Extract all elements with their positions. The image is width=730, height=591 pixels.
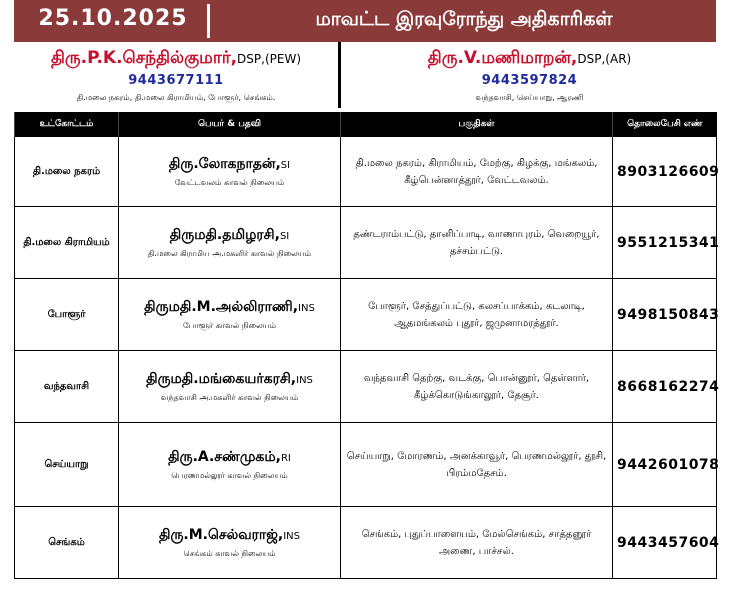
person-name: திருமதி.தமிழரசி, <box>169 226 280 243</box>
regions-cell: வந்தவாசி தெற்கு, வடக்கு, பொன்னூர், தெள்ளார், கீழ்க்கொடுங்காலூர், தேசூர். <box>341 351 613 423</box>
phone-cell: 8668162274 <box>613 351 717 423</box>
officer-card-left <box>14 42 338 108</box>
person-name: திரு.M.செல்வராஜ், <box>158 526 284 543</box>
table-row <box>15 137 717 207</box>
officer-divider <box>338 42 341 108</box>
officer-rank: DSP,(PEW) <box>237 52 302 66</box>
person-rank: SI <box>279 230 290 242</box>
person-name-line <box>123 227 336 245</box>
phone-cell: 9551215341 <box>613 207 717 279</box>
report-date: 25.10.2025 <box>38 6 188 31</box>
column-header-phone: தொலைபேசி எண் <box>613 112 717 137</box>
subdivision-cell: தி.மலை நகரம் <box>15 137 119 207</box>
person-rank: RI <box>280 452 291 464</box>
column-header-subdivision: உட்கோட்டம் <box>15 112 119 137</box>
table-row <box>15 351 717 423</box>
officer-rank: DSP,(AR) <box>577 52 632 66</box>
title-separator <box>207 4 210 38</box>
subdivision-cell: செங்கம் <box>15 507 119 579</box>
person-station: போளூர் காவல் நிலையம் <box>182 320 277 330</box>
person-name: திரு.A.சண்முகம், <box>168 448 281 465</box>
officer-phone: 9443677111 <box>128 73 224 88</box>
person-name: திரு.லோகநாதன், <box>168 155 281 172</box>
phone-cell: 9443457604 <box>613 507 717 579</box>
person-name-line <box>123 527 336 545</box>
person-name: திருமதி.மங்கையர்கரசி, <box>146 370 297 387</box>
person-station: தி.மலை கிராமிய அ.மகளிர் காவல் நிலையம் <box>147 248 312 258</box>
regions-cell: தி.மலை நகரம், கிராமியம், மேற்கு, கிழக்கு, மங்கலம், கீழ்பென்னாத்தூர், வேட்டவலம். <box>341 137 613 207</box>
person-rank: SI <box>280 159 291 171</box>
officer-area: தி.மலை நகரம், தி.மலை கிராமியம், போளூர், செங்கம். <box>76 93 276 102</box>
phone-cell: 8903126609 <box>613 137 717 207</box>
person-name-line <box>123 371 336 389</box>
person-station: வேட்டவலம் காவல் நிலையம் <box>174 177 285 187</box>
person-rank: INS <box>283 530 300 542</box>
officer-phone: 9443597824 <box>481 73 578 88</box>
person-cell <box>119 207 341 279</box>
title-bar <box>14 0 716 42</box>
officer-area: வந்தவாசி, செய்யாறு, ஆரணி <box>475 93 584 102</box>
table-row <box>15 279 717 351</box>
table-row <box>15 207 717 279</box>
officer-name: திரு.V.மணிமாறன், <box>427 48 578 68</box>
patrol-table <box>14 112 720 579</box>
person-rank: INS <box>298 302 315 314</box>
table-header-row <box>15 112 717 137</box>
subdivision-cell: தி.மலை கிராமியம் <box>15 207 119 279</box>
phone-cell: 9442601078 <box>613 423 717 507</box>
column-header-name-rank: பெயர் & பதவி <box>119 112 341 137</box>
officer-name: திரு.P.K.செந்தில்குமார், <box>50 48 238 68</box>
person-station: வந்தவாசி அ.மகளிர் காவல் நிலையம் <box>160 392 299 402</box>
person-name-line <box>123 449 336 467</box>
table-row <box>15 507 717 579</box>
person-name: திருமதி.M.அல்லிராணி, <box>144 298 299 315</box>
person-cell <box>119 137 341 207</box>
officer-card-right <box>343 42 716 108</box>
regions-cell: போளூர், சேத்துப்பட்டு, கலசப்பாக்கம், கடலாடி, ஆதமங்கலம் புதூர், ஜமுனாமரத்தூர். <box>341 279 613 351</box>
page-title: மாவட்ட இரவுரோந்து அதிகாரிகள் <box>315 8 613 30</box>
subdivision-cell: போளூர் <box>15 279 119 351</box>
table-row <box>15 423 717 507</box>
column-header-areas: பகுதிகள் <box>341 112 613 137</box>
regions-cell: செய்யாறு, மோரணம், அனக்காவூர், பெரணமல்லூர், தூசி, பிரம்மதேசம். <box>341 423 613 507</box>
person-cell <box>119 351 341 423</box>
regions-cell: தண்டராம்பட்டு, தானிப்பாடி, வாணாபுரம், வெறையூர், தச்சம்பட்டு. <box>341 207 613 279</box>
officer-name-line <box>343 48 716 70</box>
person-station: செங்கம் காவல் நிலையம் <box>183 548 276 558</box>
person-name-line <box>123 299 336 317</box>
regions-cell: செங்கம், புதுப்பாளையம், மேல்செங்கம், சாத்தனூர் அணை, பாச்சல். <box>341 507 613 579</box>
person-cell <box>119 507 341 579</box>
person-cell <box>119 423 341 507</box>
person-station: பெரணமல்லூர் காவல் நிலையம் <box>171 470 288 480</box>
phone-cell: 9498150843 <box>613 279 717 351</box>
person-rank: INS <box>296 374 313 386</box>
person-name-line <box>123 156 336 174</box>
person-cell <box>119 279 341 351</box>
subdivision-cell: செய்யாறு <box>15 423 119 507</box>
officer-name-line <box>14 48 338 70</box>
subdivision-cell: வந்தவாசி <box>15 351 119 423</box>
